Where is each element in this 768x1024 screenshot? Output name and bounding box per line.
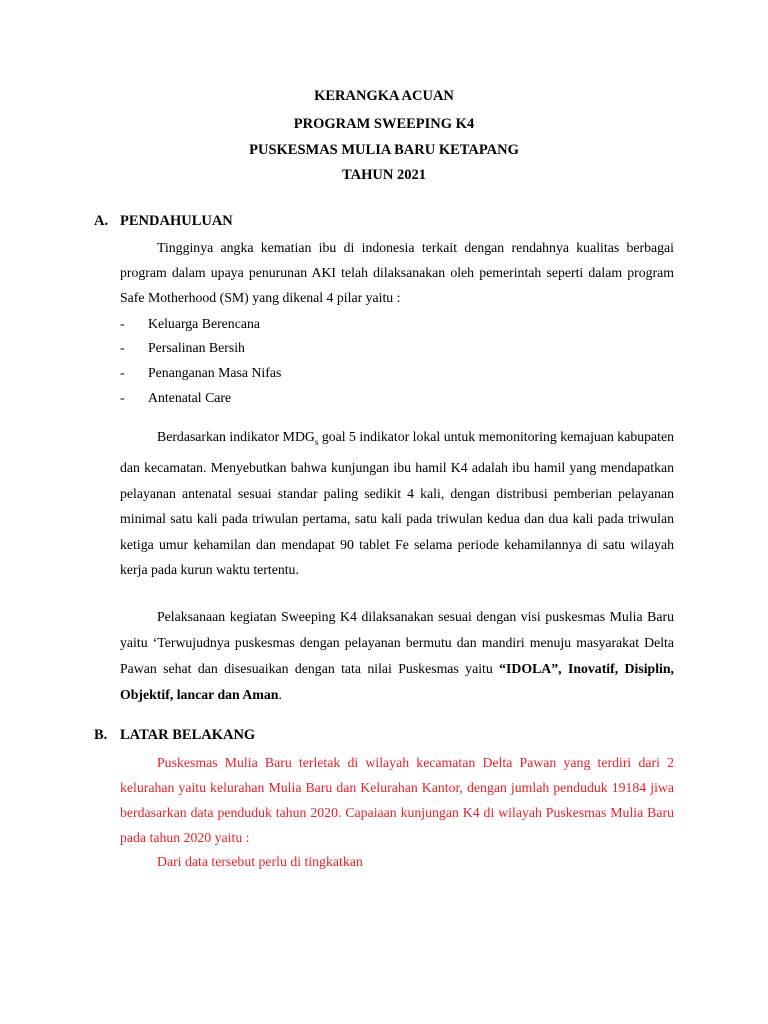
section-a-heading bbox=[94, 213, 233, 230]
list-item: - Persalinan Bersih bbox=[120, 340, 245, 355]
section-a-paragraph-3: Pelaksanaan kegiatan Sweeping K4 dilaksanakan sesuai dengan visi puskesmas Mulia Baru yaitu ‘Terwujudnya puskesmas dengan pelayanan bermutu dan mandiri menuju masyarakat Delta Pawan sehat dan disesuaikan dengan tata nilai Puskesmas yaitu “IDOLA”, Inovatif, Disiplin, Objektif, lancar dan Aman. bbox=[120, 609, 675, 702]
section-a-paragraph-1: Tingginya angka kematian ibu di indonesia terkait dengan rendahnya kualitas berbagai program dalam upaya penurunan AKI telah dilaksanakan oleh pemerintah seperti dalam program Safe Motherhood (SM) yang dikenal 4 pilar yaitu : bbox=[120, 240, 674, 305]
doc-title-line2: PROGRAM SWEEPING K4 bbox=[293, 116, 475, 132]
section-b-paragraph-2: Dari data tersebut perlu di tingkatkan bbox=[157, 854, 363, 869]
section-b-title: LATAR BELAKANG bbox=[120, 727, 256, 743]
list-item: - Keluarga Berencana bbox=[120, 316, 260, 331]
section-b-paragraph-1: Puskesmas Mulia Baru terletak di wilayah kecamatan Delta Pawan yang terdiri dari 2 kelurahan yaitu kelurahan Mulia Baru dan Kelurahan Kantor, dengan jumlah penduduk 19184 jiwa berdasarkan data penduduk tahun 2020. Capaiaan kunjungan K4 di wilayah Puskesmas Mulia Baru pada tahun 2020 yaitu : bbox=[120, 755, 674, 845]
section-a-paragraph-2: Berdasarkan indikator $MDG_s$ goal 5 indikator lokal untuk memonitoring kemajuan kabupaten dan kecamatan. Menyebutkan bahwa kunjungan ibu hamil K4 adalah ibu hamil yang mendapatkan pelayanan antenatal sesuai standar paling sedikit 4 kali, dengan distribusi pemberian pelayanan minimal satu kali pada triwulan pertama, satu kali pada triwulan kedua dan dua kali pada triwulan ketiga umur kehamilan dan mendapat 90 tablet Fe selama periode kehamilannya di satu wilayah kerja pada kurun waktu tertentu. bbox=[120, 429, 675, 578]
doc-title-line4: TAHUN 2021 bbox=[342, 167, 426, 183]
list-item: - Penanganan Masa Nifas bbox=[120, 365, 282, 380]
list-item: - Antenatal Care bbox=[120, 390, 232, 405]
doc-title-line1: KERANGKA ACUAN bbox=[314, 88, 454, 104]
section-b-number: B. bbox=[94, 727, 108, 743]
tata-nilai-bold: “IDOLA”, Inovatif, Disiplin, Objektif, lancar dan Aman bbox=[120, 661, 675, 702]
doc-title-line3: PUSKESMAS MULIA BARU KETAPANG bbox=[249, 142, 519, 158]
section-a-number: A. bbox=[94, 213, 109, 229]
section-a-title: PENDAHULUAN bbox=[120, 213, 233, 229]
section-b-heading bbox=[94, 727, 255, 744]
